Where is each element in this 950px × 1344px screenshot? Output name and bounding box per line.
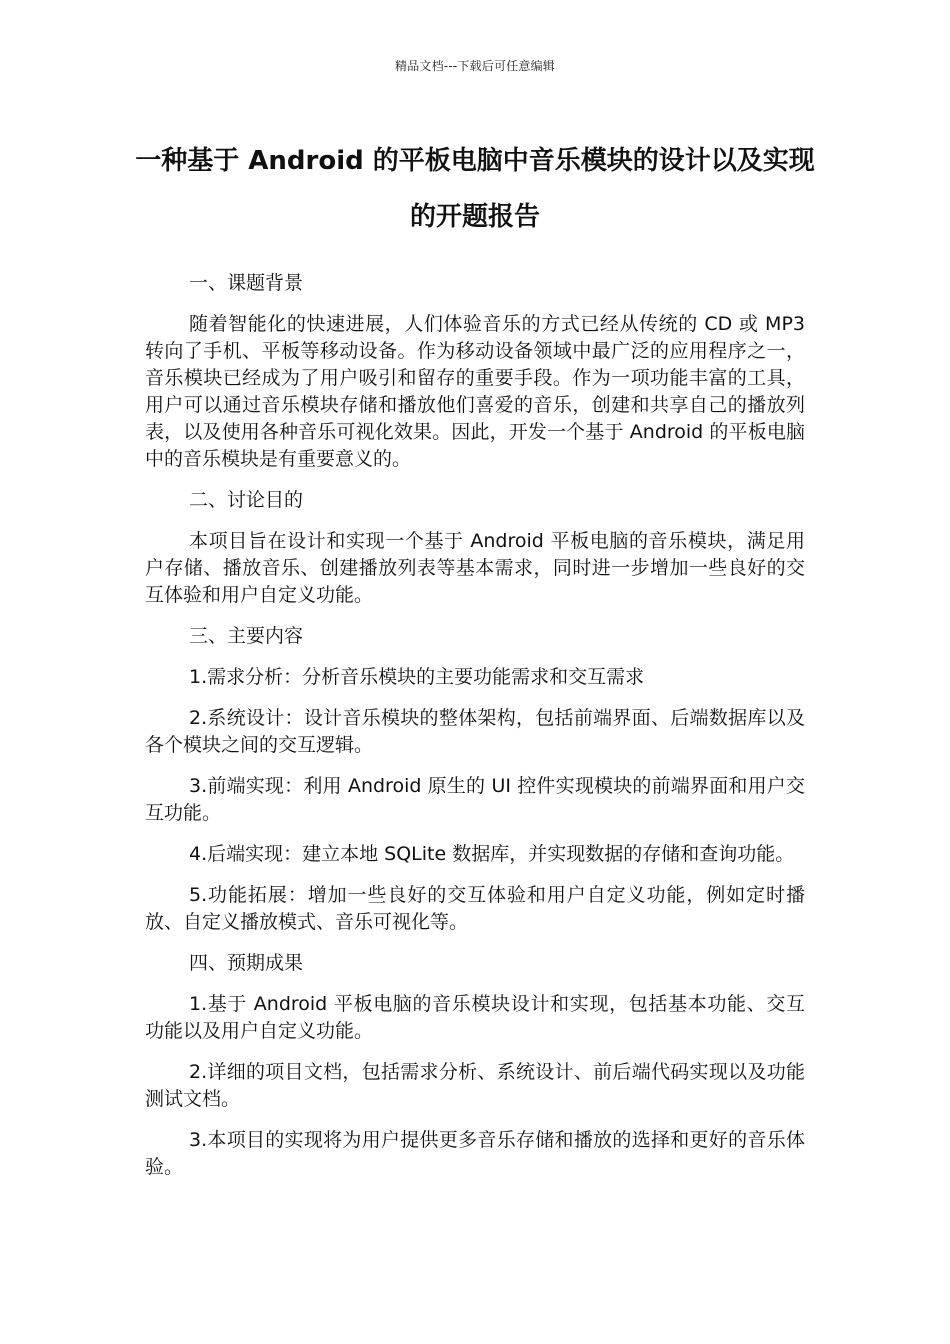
list-item: 5.功能拓展：增加一些良好的交互体验和用户自定义功能，例如定时播放、自定义播放模式、音乐可视化等。 [145,884,805,933]
section-heading-purpose: 二、讨论目的 [189,489,304,511]
document-title: 一种基于 Android 的平板电脑中音乐模块的设计以及实现的开题报告 [135,146,815,232]
paragraph-purpose: 本项目旨在设计和实现一个基于 Android 平板电脑的音乐模块，满足用户存储、播放音乐、创建播放列表等基本需求，同时进一步增加一些良好的交互体验和用户自定义功能。 [145,530,805,606]
section-heading-background: 一、课题背景 [189,272,304,294]
document-body [145,270,805,1195]
list-item: 1.基于 Android 平板电脑的音乐模块设计和实现，包括基本功能、交互功能以及用户自定义功能。 [145,993,805,1042]
section-heading-results: 四、预期成果 [189,952,304,974]
list-item: 3.本项目的实现将为用户提供更多音乐存储和播放的选择和更好的音乐体验。 [145,1129,805,1178]
paragraph-background: 随着智能化的快速进展，人们体验音乐的方式已经从传统的 CD 或 MP3 转向了手机、平板等移动设备。作为移动设备领域中最广泛的应用程序之一，音乐模块已经成为了用户吸引和留存的重要手段。作为一项功能丰富的工具，用户可以通过音乐模块存储和播放他们喜爱的音乐，创建和共享自己的播放列表，以及使用各种音乐可视化效果。因此，开发一个基于 Android 的平板电脑中的音乐模块是有重要意义的。 [145,313,805,470]
list-item: 4.后端实现：建立本地 SQLite 数据库，并实现数据的存储和查询功能。 [189,843,795,865]
section-heading-content: 三、主要内容 [189,625,304,647]
list-item: 3.前端实现：利用 Android 原生的 UI 控件实现模块的前端界面和用户交互功能。 [145,775,805,824]
list-item: 2.详细的项目文档，包括需求分析、系统设计、前后端代码实现以及功能测试文档。 [145,1061,805,1110]
header-note: 精品文档---下载后可任意编辑 [395,59,555,73]
list-item: 2.系统设计：设计音乐模块的整体架构，包括前端界面、后端数据库以及各个模块之间的交互逻辑。 [145,707,805,756]
list-item: 1.需求分析：分析音乐模块的主要功能需求和交互需求 [189,666,645,688]
